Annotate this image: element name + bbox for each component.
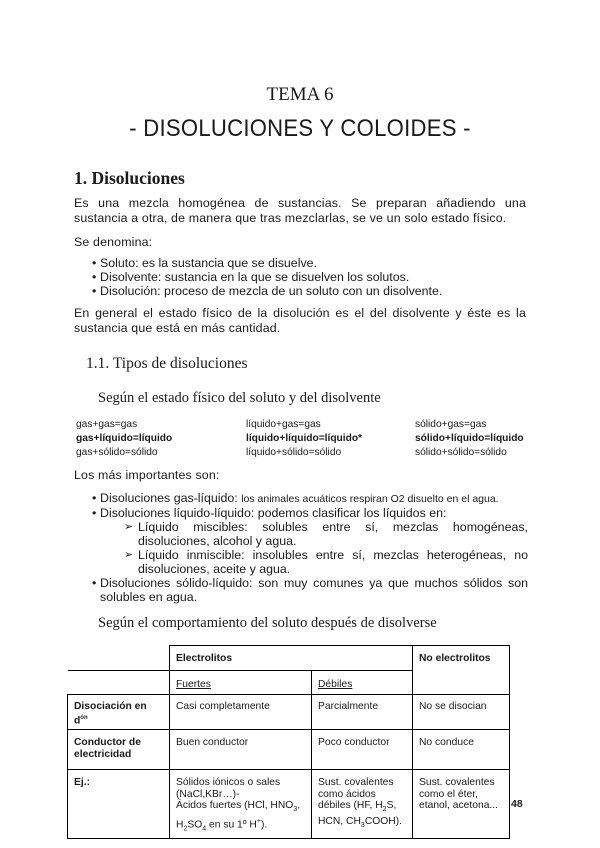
no-electrolitos-header: No electrolitos [413, 646, 510, 695]
page-title: - DISOLUCIONES Y COLOIDES - [129, 115, 471, 142]
cell-no-disociacion: No se disocian [413, 695, 510, 730]
types-list [92, 491, 528, 604]
cell-debiles-ejemplos: Sust. covalentes como ácidos débiles (HF, $H_2S$, HCN, $CH_3COOH$). [312, 770, 413, 839]
terms-list [92, 256, 528, 298]
row-label-ejemplos: Ej.: [68, 770, 170, 839]
se-denomina-paragraph: Se denomina: [74, 235, 153, 249]
cell-fuertes-disociacion: Casi completamente [170, 695, 312, 730]
cell-debiles-disociacion: Parcialmente [312, 695, 413, 730]
combo-item: líquido+sólido=sólido [246, 447, 342, 458]
list-item: • Disoluciones sólido-líquido: son muy comunes ya que muchos sólidos son solubles en agua. [92, 576, 528, 604]
empty-corner-cell [68, 671, 170, 695]
list-item: ➢ Líquido miscibles: solubles entre sí, mezclas homogéneas, disoluciones, alcohol y agua. [124, 520, 528, 548]
state-paragraph: En general el estado físico de la disolución es el del disolvente y éste es la sustancia que está en más cantidad. [74, 306, 526, 335]
combo-column-liquido [246, 418, 362, 460]
list-item: ➢ Líquido inmiscible: insolubles entre sí, mezclas heterogéneas, no disoluciones, aceite y agua. [124, 548, 528, 576]
combo-item: líquido+líquido=líquido* [246, 433, 363, 444]
combo-column-gas [76, 418, 172, 460]
combo-item: sólido+líquido=líquido [415, 433, 524, 444]
gas-liquido-label: Disoluciones gas-líquido: [100, 491, 242, 505]
fuertes-header: Fuertes [170, 671, 312, 695]
page-number: 48 [511, 798, 523, 810]
row-label-disociacion: Disociación en $d^{ón}$ [68, 695, 170, 730]
liquid-classification-list [100, 520, 528, 576]
section-heading-disoluciones: 1. Disoluciones [74, 168, 185, 188]
list-item: • Soluto: es la sustancia que se disuelve. [92, 256, 528, 270]
combo-item: sólido+sólido=sólido [415, 447, 507, 458]
combo-item: sólido+gas=gas [415, 419, 487, 430]
combo-item: gas+sólido=sólido [76, 447, 158, 458]
list-item [92, 506, 528, 576]
importantes-paragraph: Los más importantes son: [74, 468, 220, 482]
list-item: • Disolución: proceso de mezcla de un soluto con un disolvente. [92, 284, 528, 298]
gas-liquido-example: los animales acuáticos respiran O2 disuelto en el agua. [241, 493, 499, 505]
subheading-comportamiento: Según el comportamiento del soluto después de disolverse [98, 615, 437, 631]
tema-label: TEMA 6 [266, 84, 334, 105]
debiles-header: Débiles [312, 671, 413, 695]
subsection-heading-tipos: 1.1. Tipos de disoluciones [86, 355, 248, 372]
combo-item: gas+gas=gas [76, 419, 138, 430]
electrolitos-header: Electrolitos [170, 646, 413, 671]
list-item [92, 491, 528, 506]
definition-paragraph: Es una mezcla homogénea de sustancias. Se preparan añadiendo una sustancia a otra, de manera que tras mezclarlas, se ve un solo estado físico. [74, 196, 526, 225]
electrolytes-table [67, 645, 510, 839]
cell-fuertes-conductor: Buen conductor [170, 730, 312, 770]
subheading-estado-fisico: Según el estado físico del soluto y del disolvente [98, 390, 381, 406]
cell-no-ejemplos: Sust. covalentes como el éter, etanol, acetona... [413, 770, 510, 839]
empty-corner-cell [68, 646, 170, 671]
cell-fuertes-ejemplos: Sólidos iónicos o sales (NaCl,KBr…)- Ácidos fuertes (HCl, $HNO_3$, $H_2SO_4$ en su 1º H+). [170, 770, 312, 839]
row-label-conductor: Conductor de electricidad [68, 730, 170, 770]
liquido-liquido-text: Disoluciones líquido-líquido: podemos clasificar los líquidos en: [100, 506, 447, 520]
combo-column-solido [415, 418, 524, 460]
combo-item: líquido+gas=gas [246, 419, 321, 430]
cell-no-conductor: No conduce [413, 730, 510, 770]
combo-item: gas+líquido=líquido [76, 433, 173, 444]
list-item: • Disolvente: sustancia en la que se disuelven los solutos. [92, 270, 528, 284]
cell-debiles-conductor: Poco conductor [312, 730, 413, 770]
